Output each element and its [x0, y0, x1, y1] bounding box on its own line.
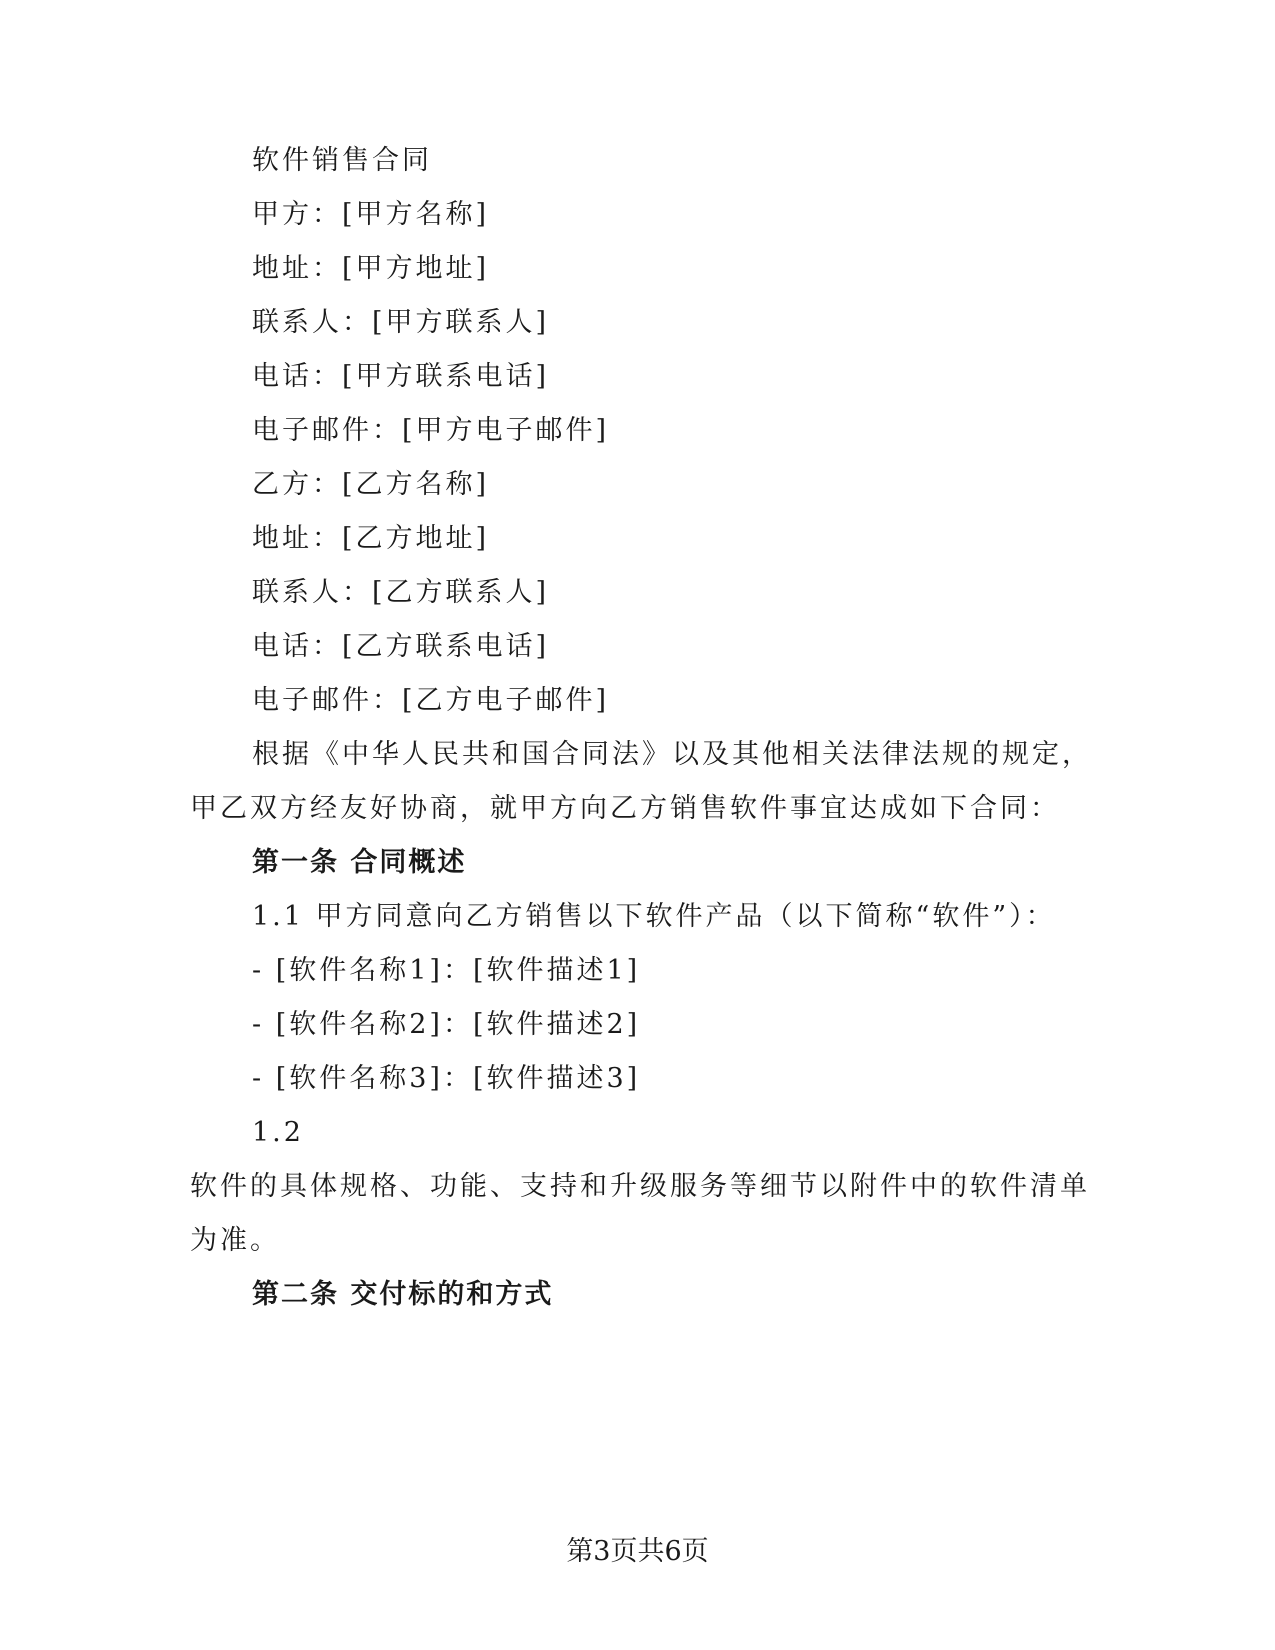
- clause-1-2-line-2: 为准。: [190, 1225, 280, 1256]
- clause-1-1: 1.1 甲方同意向乙方销售以下软件产品（以下简称“软件”）：: [252, 901, 1056, 932]
- article-2-heading: 第二条 交付标的和方式: [252, 1279, 554, 1310]
- software-item: - [软件名称2]：[软件描述2]: [252, 1009, 641, 1040]
- preamble-line-2: 甲乙双方经友好协商，就甲方向乙方销售软件事宜达成如下合同：: [190, 793, 1060, 824]
- party-b-email: 电子邮件：[乙方电子邮件]: [252, 685, 610, 716]
- party-a-name: 甲方：[甲方名称]: [252, 199, 490, 230]
- document-title: 软件销售合同: [252, 145, 432, 176]
- clause-1-2-line-1: 软件的具体规格、功能、支持和升级服务等细节以附件中的软件清单: [190, 1171, 1090, 1202]
- party-a-email: 电子邮件：[甲方电子邮件]: [252, 415, 610, 446]
- software-item: - [软件名称1]：[软件描述1]: [252, 955, 641, 986]
- page-number-footer: 第3页共6页: [566, 1536, 709, 1567]
- software-item: - [软件名称3]：[软件描述3]: [252, 1063, 641, 1094]
- party-b-phone: 电话：[乙方联系电话]: [252, 631, 550, 662]
- party-b-name: 乙方：[乙方名称]: [252, 469, 490, 500]
- party-a-contact: 联系人：[甲方联系人]: [252, 307, 550, 338]
- article-1-heading: 第一条 合同概述: [252, 847, 467, 878]
- party-a-address: 地址：[甲方地址]: [252, 253, 490, 284]
- preamble-line-1: 根据《中华人民共和国合同法》以及其他相关法律法规的规定，: [252, 739, 1092, 770]
- party-b-contact: 联系人：[乙方联系人]: [252, 577, 550, 608]
- party-b-address: 地址：[乙方地址]: [252, 523, 490, 554]
- party-a-phone: 电话：[甲方联系电话]: [252, 361, 550, 392]
- clause-1-2-number: 1.2: [252, 1117, 304, 1148]
